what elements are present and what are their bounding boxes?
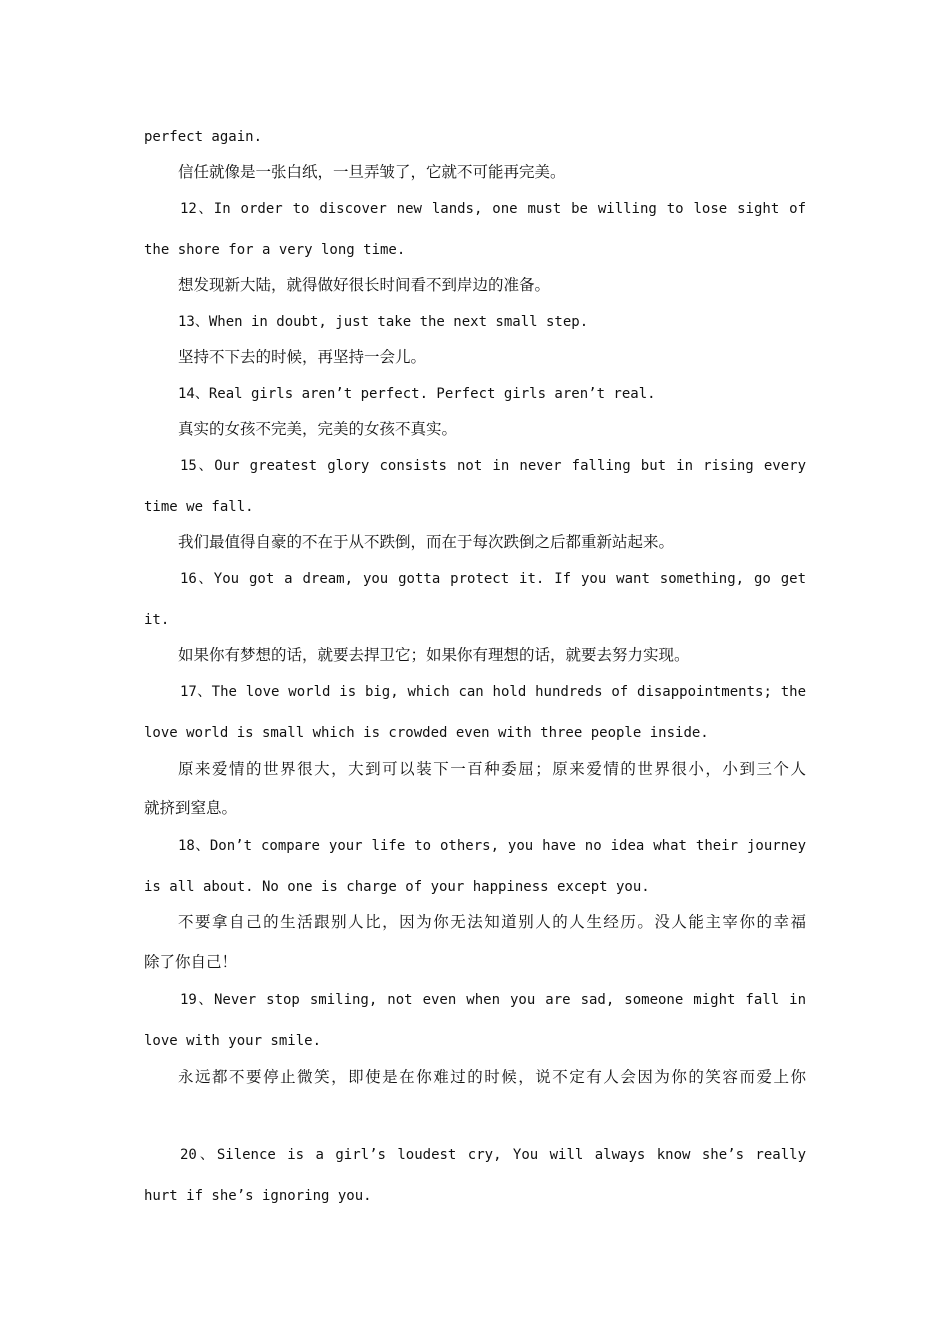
translation-line: 就挤到窒息。 [144, 799, 238, 817]
translation-line: 坚持不下去的时候，再坚持一会儿。 [178, 348, 427, 366]
translation-line: 真实的女孩不完美，完美的女孩不真实。 [178, 420, 458, 438]
text-line: love world is small which is crowded even with three people inside. [144, 725, 709, 741]
text-line: perfect again. [144, 129, 263, 145]
quote-line: 19、Never stop smiling, not even when you are sad, someone might fall in [180, 992, 806, 1008]
quote-line: 13、When in doubt, just take the next small step. [178, 314, 589, 330]
quote-line: 12、In order to discover new lands, one must be willing to lose sight of [180, 201, 806, 217]
translation-line: 不要拿自己的生活跟别人比，因为你无法知道别人的人生经历。没人能主宰你的幸福 [178, 913, 806, 931]
quote-line: 18、Don’t compare your life to others, you have no idea what their journey [178, 838, 806, 854]
translation-line: 信任就像是一张白纸，一旦弄皱了，它就不可能再完美。 [178, 163, 566, 181]
translation-line: 除了你自己！ [144, 953, 238, 971]
text-line: it. [144, 612, 170, 628]
text-line: hurt if she’s ignoring you. [144, 1188, 372, 1204]
quote-line: 15、Our greatest glory consists not in never falling but in rising every [180, 458, 806, 474]
translation-line: 永远都不要停止微笑，即使是在你难过的时候，说不定有人会因为你的笑容而爱上你 [178, 1068, 806, 1086]
translation-line: 原来爱情的世界很大，大到可以装下一百种委屈；原来爱情的世界很小，小到三个人 [178, 760, 806, 778]
text-line: love with your smile. [144, 1033, 322, 1049]
text-line: time we fall. [144, 499, 254, 515]
quote-line: 16、You got a dream, you gotta protect it. If you want something, go get [180, 571, 806, 587]
translation-line: 如果你有梦想的话，就要去捍卫它；如果你有理想的话，就要去努力实现。 [178, 646, 690, 664]
translation-line: 我们最值得自豪的不在于从不跌倒，而在于每次跌倒之后都重新站起来。 [178, 533, 675, 551]
quote-line: 17、The love world is big, which can hold hundreds of disappointments; the [180, 684, 806, 700]
quote-line: 20、Silence is a girl’s loudest cry, You will always know she’s really [180, 1147, 806, 1163]
text-line: is all about. No one is charge of your happiness except you. [144, 879, 650, 895]
translation-line: 想发现新大陆，就得做好很长时间看不到岸边的准备。 [178, 276, 551, 294]
text-line: the shore for a very long time. [144, 242, 406, 258]
quote-line: 14、Real girls aren’t perfect. Perfect girls aren’t real. [178, 386, 656, 402]
